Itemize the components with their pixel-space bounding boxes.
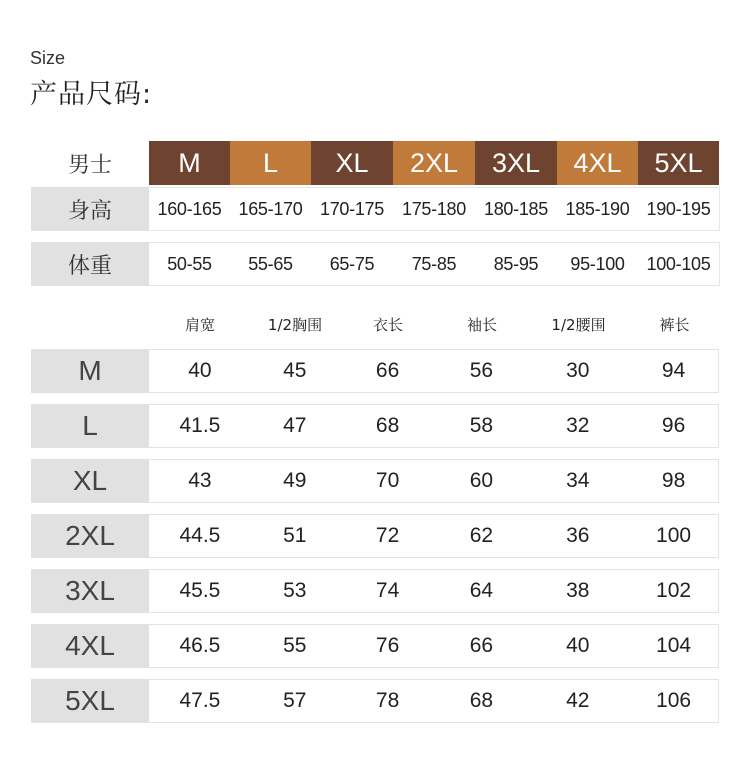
measurement-value: 100 [656, 524, 692, 547]
measurement-header: 1/2腰围 [551, 315, 606, 334]
size-header-5xl: 5XL [638, 141, 719, 185]
measurement-value: 66 [375, 359, 400, 382]
measurement-value: 45.5 [179, 579, 221, 602]
height-value: 190-195 [646, 198, 711, 219]
size-header-l: L [230, 141, 311, 185]
measurement-value: 53 [283, 579, 307, 602]
measurement-value: 66 [469, 634, 494, 657]
measurement-row-xl [31, 459, 719, 503]
size-header-m: M [149, 141, 230, 185]
measurement-size-label: M [31, 349, 149, 393]
measurement-value: 106 [656, 689, 692, 712]
height-value: 160-165 [157, 198, 222, 219]
measurement-value: 62 [469, 524, 494, 547]
size-header-3xl: 3XL [475, 141, 557, 185]
measurement-cells [149, 679, 719, 723]
measurement-value: 45 [283, 359, 307, 382]
measurement-size-label: L [31, 404, 149, 448]
measurement-value: 58 [469, 414, 494, 437]
measurement-value: 30 [566, 359, 590, 382]
weight-label: 体重 [31, 242, 149, 286]
height-value: 175-180 [402, 198, 466, 219]
measurement-value: 51 [283, 524, 307, 547]
weight-value: 95-100 [570, 253, 625, 274]
measurement-cells [149, 624, 719, 668]
measurement-value: 68 [375, 414, 400, 437]
measurement-size-label: 5XL [31, 679, 149, 723]
height-value: 165-170 [238, 198, 303, 219]
measurement-value: 49 [283, 469, 307, 492]
measurement-value: 40 [566, 634, 590, 657]
size-header-2xl: 2XL [393, 141, 475, 185]
measurement-row-4xl [31, 624, 719, 668]
measurement-value: 98 [661, 469, 686, 492]
measurement-row-5xl [31, 679, 719, 723]
measurement-value: 40 [188, 359, 212, 382]
measurement-cells [149, 349, 719, 393]
measurement-row-3xl [31, 569, 719, 613]
height-value: 185-190 [565, 198, 630, 219]
measurement-size-label: 3XL [31, 569, 149, 613]
measurement-value: 94 [661, 359, 686, 382]
height-value: 180-185 [484, 198, 548, 219]
measurement-cells [149, 459, 719, 503]
measurement-value: 55 [283, 634, 307, 657]
weight-row [31, 242, 720, 286]
measurement-value: 47 [283, 414, 307, 437]
measurement-size-label: 2XL [31, 514, 149, 558]
measurement-value: 60 [469, 469, 494, 492]
measurement-value: 36 [566, 524, 590, 547]
measurement-value: 57 [283, 689, 307, 712]
measurement-row-l [31, 404, 719, 448]
measurement-value: 32 [566, 414, 590, 437]
height-value: 170-175 [320, 198, 384, 219]
measurement-value: 42 [566, 689, 590, 712]
measurement-value: 41.5 [179, 414, 221, 437]
measurement-value: 104 [656, 634, 692, 657]
weight-value: 55-65 [248, 253, 293, 274]
height-row [31, 187, 720, 231]
measurement-header-row [149, 312, 719, 336]
measurement-value: 64 [469, 579, 494, 602]
height-label: 身高 [31, 187, 149, 231]
weight-value: 65-75 [329, 253, 375, 274]
measurement-value: 96 [661, 414, 686, 437]
measurement-value: 74 [375, 579, 400, 602]
weight-value: 85-95 [493, 253, 539, 274]
measurement-header: 衣长 [372, 315, 403, 334]
measurement-cells [149, 404, 719, 448]
measurement-value: 78 [375, 689, 400, 712]
measurement-size-label: XL [31, 459, 149, 503]
measurement-header: 裤长 [659, 315, 690, 334]
measurement-cells [149, 569, 719, 613]
weight-value: 50-55 [167, 253, 212, 274]
size-header-xl: XL [311, 141, 393, 185]
measurement-value: 68 [469, 689, 494, 712]
category-label: 男士 [67, 152, 112, 178]
measurement-value: 46.5 [179, 634, 221, 657]
weight-cells [149, 242, 720, 286]
measurement-value: 76 [375, 634, 400, 657]
weight-value: 100-105 [646, 253, 711, 274]
measurement-value: 56 [469, 359, 494, 382]
size-header-4xl: 4XL [557, 141, 638, 185]
measurement-header: 1/2胸围 [267, 315, 323, 334]
measurement-value: 44.5 [179, 524, 221, 547]
measurement-size-label: 4XL [31, 624, 149, 668]
measurement-header: 肩宽 [184, 315, 215, 334]
title-chinese: 产品尺码: [30, 79, 153, 110]
measurement-row-m [31, 349, 719, 393]
measurement-value: 38 [566, 579, 590, 602]
weight-value: 75-85 [411, 253, 457, 274]
size-header-cells [149, 141, 719, 185]
height-cells [149, 187, 720, 231]
measurement-value: 43 [188, 469, 212, 492]
measurement-value: 102 [656, 579, 692, 602]
size-header-row [31, 141, 719, 185]
measurement-row-2xl [31, 514, 719, 558]
measurement-value: 72 [375, 524, 400, 547]
measurement-value: 34 [566, 469, 590, 492]
title-english: Size [30, 48, 66, 68]
measurement-header: 袖长 [466, 315, 497, 334]
measurement-value: 47.5 [179, 689, 221, 712]
measurement-cells [149, 514, 719, 558]
measurement-value: 70 [375, 469, 400, 492]
